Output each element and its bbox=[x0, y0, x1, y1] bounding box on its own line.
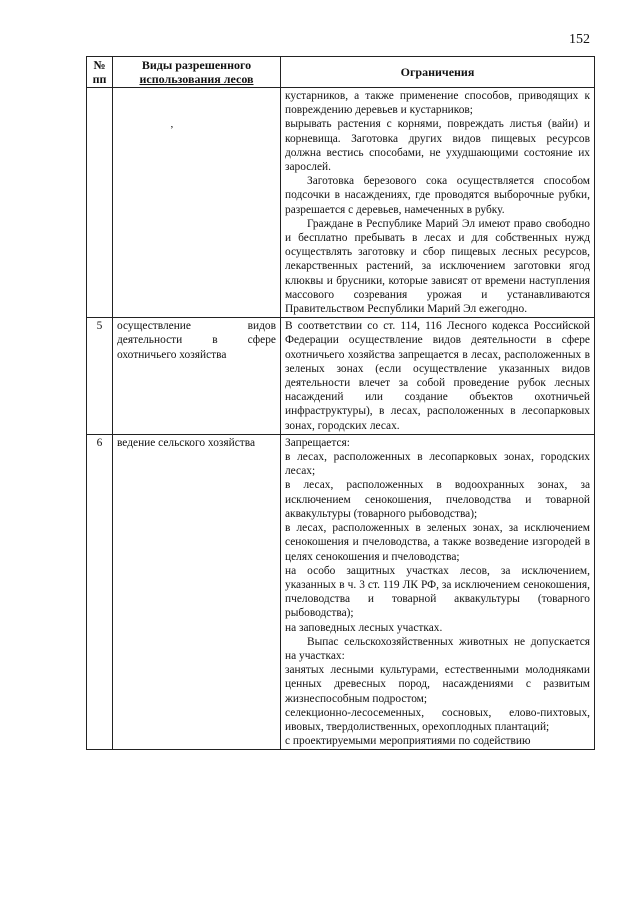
table-row bbox=[87, 318, 595, 435]
row-number: 6 bbox=[87, 434, 113, 749]
row-continued-restrictions bbox=[281, 88, 595, 318]
table-header-row bbox=[87, 57, 595, 88]
restriction-paragraph: Заготовка березового сока осуществляется способом подсочки в насаждениях, где проводятся выборочные рубки, разрешается с деревьев, намеченных в рубку. bbox=[285, 175, 590, 216]
header-restrictions: Ограничения bbox=[281, 57, 595, 88]
restriction-paragraph: в лесах, расположенных в лесопарковых зонах, городских лесах; bbox=[285, 451, 590, 478]
row-continued-kind bbox=[113, 88, 281, 318]
page-number: 152 bbox=[569, 32, 590, 47]
restriction-paragraph: Граждане в Республике Марий Эл имеют право свободно и бесплатно пребывать в лесах и для собственных нужд осуществлять заготовку и сбор пищевых лесных ресурсов, лекарственных растений, за исключением заготовки ягод клюквы и брусники, которые зависят от времени наступления массового созревания урожая и устанавливаются Правительством Республики Марий Эл ежегодно. bbox=[285, 217, 590, 316]
stray-mark: ‚ bbox=[170, 118, 174, 130]
restriction-paragraph: в лесах, расположенных в зеленых зонах, за исключением сенокошения и пчеловодства, а также возведение изгородей в целях сенокошения и пчеловодства; bbox=[285, 522, 590, 563]
header-number: № пп bbox=[87, 57, 113, 88]
restriction-paragraph: с проектируемыми мероприятиями по содействию bbox=[285, 735, 531, 748]
row-restrictions bbox=[281, 434, 595, 749]
restriction-paragraph: Запрещается: bbox=[285, 436, 350, 449]
row-kind: осуществление видов деятельности в сфере охотничьего хозяйства bbox=[113, 318, 281, 435]
restriction-paragraph: на особо защитных участках лесов, за исключением, указанных в ч. 3 ст. 119 ЛК РФ, за исключением сенокошения, пчеловодства и товарной аквакультуры (товарного рыбоводства); bbox=[285, 564, 590, 620]
header-kind bbox=[113, 57, 281, 88]
restriction-paragraph: Выпас сельскохозяйственных животных не допускается на участках: bbox=[285, 635, 590, 662]
restrictions-table bbox=[86, 56, 595, 750]
restriction-paragraph: занятых лесными культурами, естественными молодняками ценных древесных пород, насаждениями с развитым жизнеспособным подростом; bbox=[285, 664, 590, 705]
header-kind-line1: Виды разрешенного bbox=[141, 58, 252, 72]
restriction-paragraph: селекционно-лесосеменных, сосновых, елово-пихтовых, ивовых, твердолиственных, орехоплодных плантаций; bbox=[285, 706, 590, 733]
restriction-paragraph: В соответствии со ст. 114, 116 Лесного кодекса Российской Федерации осуществление видов деятельности в сфере охотничьего хозяйства запрещается в лесах, расположенных в зеленых зонах (если осуществление указанных видов деятельности влечет за собой проведение рубок лесных насаждений или создание объектов охотничьей инфраструктуры), в лесах, расположенных в лесопарковых зонах, городских лесах. bbox=[285, 320, 590, 432]
restriction-paragraph: вырывать растения с корнями, повреждать листья (вайи) и корневища. Заготовка других видов пищевых ресурсов должна вестись способами, не ухудшающими состояние их зарослей. bbox=[285, 118, 590, 174]
header-kind-line2: использования лесов bbox=[139, 72, 254, 86]
restriction-paragraph: кустарников, а также применение способов, приводящих к повреждению деревьев и кустарников; bbox=[285, 90, 590, 117]
restriction-paragraph: в лесах, расположенных в водоохранных зонах, за исключением сенокошения, пчеловодства и товарной аквакультуры (товарного рыбоводства); bbox=[285, 479, 590, 520]
row-kind: ведение сельского хозяйства bbox=[113, 434, 281, 749]
restriction-paragraph: на заповедных лесных участках. bbox=[285, 621, 443, 634]
table-row bbox=[87, 434, 595, 749]
table-row bbox=[87, 88, 595, 318]
row-restrictions bbox=[281, 318, 595, 435]
row-continued-number bbox=[87, 88, 113, 318]
row-number: 5 bbox=[87, 318, 113, 435]
